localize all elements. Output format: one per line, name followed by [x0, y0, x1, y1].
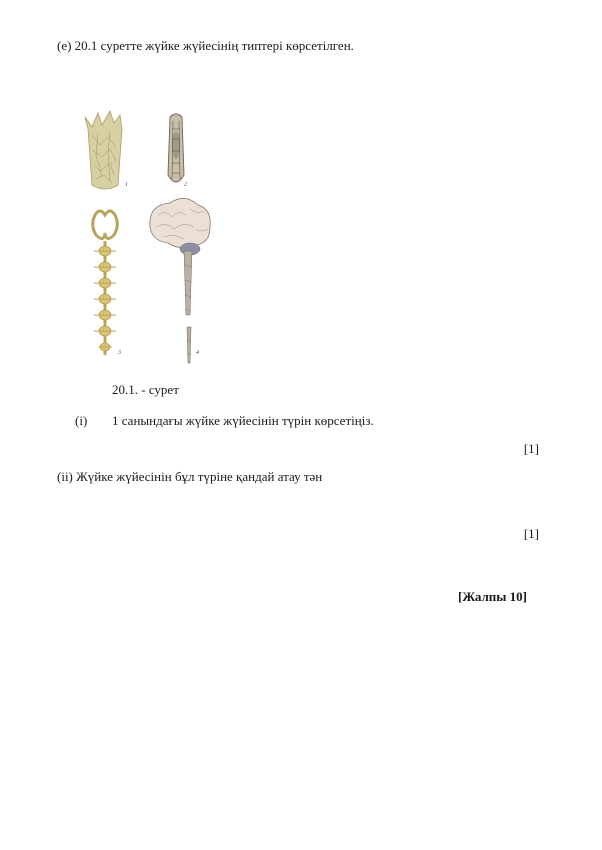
figure-number-2: 2	[184, 182, 187, 188]
diffuse-nervous-system-image	[85, 111, 122, 189]
nervous-system-figure	[80, 105, 230, 370]
question-intro: (е) 20.1 суретте жүйке жүйесінің типтері көрсетілген.	[57, 38, 354, 53]
figure-number-3: 3	[118, 350, 121, 356]
total-marks: [Жалпы 10]	[458, 589, 527, 604]
figure-number-1: 1	[125, 182, 128, 188]
ladder-nervous-system-image	[168, 114, 184, 182]
part-ii-question: (ii) Жүйке жүйесінін бұл түріне қандай атау тән	[57, 469, 323, 484]
part-i-question: 1 санындағы жүйке жүйесінін түрін көрсетіңіз.	[112, 413, 374, 428]
nodal-nervous-system-image	[93, 211, 118, 355]
part-ii-mark: [1]	[523, 526, 539, 541]
nervous-system-illustration	[80, 105, 230, 370]
part-i-number: (i)	[75, 413, 88, 428]
figure-caption: 20.1. - сурет	[112, 382, 179, 397]
tubular-nervous-system-image	[150, 198, 210, 363]
figure-number-4: 4	[196, 350, 199, 356]
part-i-mark: [1]	[523, 441, 539, 456]
